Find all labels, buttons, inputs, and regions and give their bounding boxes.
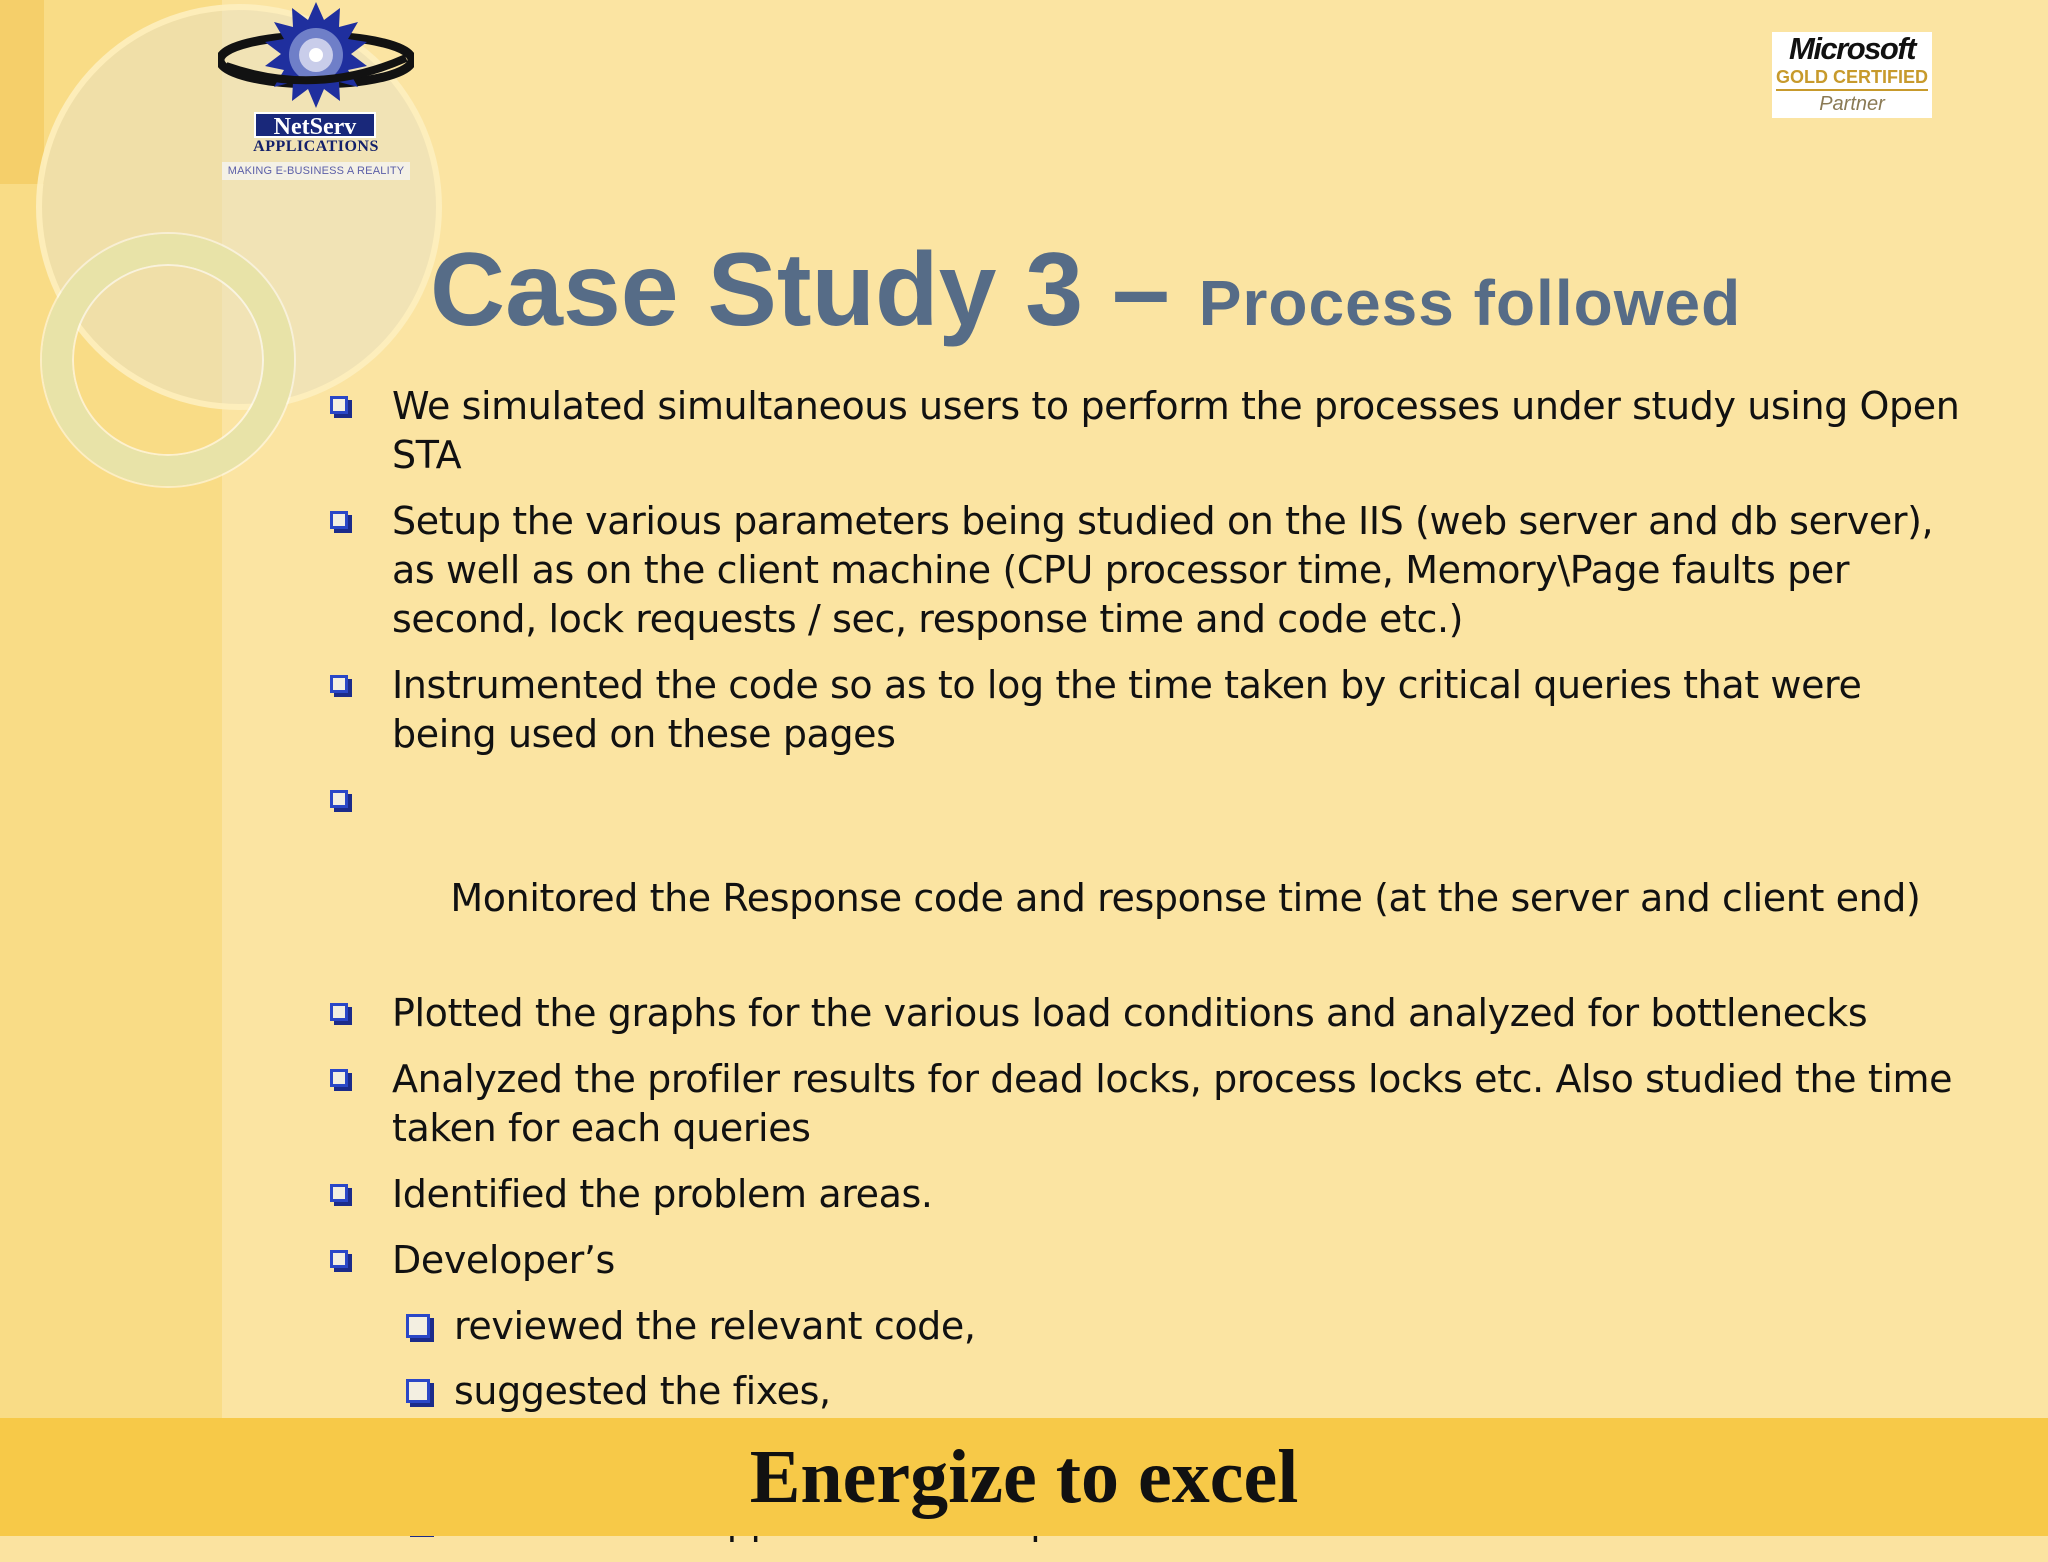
bullet-item	[330, 989, 1970, 1038]
footer-band	[0, 1418, 2048, 1536]
bullet-text: Instrumented the code so as to log the time taken by critical queries that were being used on these pages	[392, 663, 1862, 756]
badge-brand: Microsoft	[1789, 31, 1915, 66]
badge-type: Partner	[1819, 93, 1885, 115]
decorative-ring	[42, 234, 294, 486]
bullet-item	[330, 776, 1970, 972]
bullet-text: Identified the problem areas.	[392, 1172, 933, 1216]
bullet-text: We simulated simultaneous users to perform the processes under study using Open STA	[392, 384, 1960, 477]
checkbox-bullet-icon	[330, 1069, 348, 1087]
checkbox-bullet-icon	[330, 790, 348, 808]
logo-name: NetServ	[254, 112, 376, 138]
logo-tagline: MAKING E-BUSINESS A REALITY	[222, 162, 410, 180]
netserv-logo	[218, 0, 414, 186]
bullet-item	[330, 1236, 1970, 1285]
badge-level: GOLD CERTIFIED	[1776, 67, 1928, 87]
slide-title	[430, 230, 1990, 381]
checkbox-bullet-icon	[330, 1184, 348, 1202]
checkbox-bullet-icon	[406, 1379, 430, 1403]
bullet-item	[330, 1055, 1970, 1153]
bullet-item	[330, 497, 1970, 644]
bullet-item	[330, 661, 1970, 759]
checkbox-bullet-icon	[330, 396, 348, 414]
bullet-text: Developer’s	[392, 1238, 615, 1282]
bullet-list	[330, 382, 1970, 1562]
corner-decoration	[0, 0, 44, 184]
sub-bullet-item	[330, 1367, 1970, 1416]
microsoft-partner-badge	[1772, 32, 1932, 118]
checkbox-bullet-icon	[406, 1314, 430, 1338]
bullet-text: Analyzed the profiler results for dead locks, process locks etc. Also studied the time taken for each queries	[392, 1057, 1953, 1150]
sub-bullet-item	[330, 1302, 1970, 1351]
bullet-text: Plotted the graphs for the various load conditions and analyzed for bottlenecks	[392, 991, 1868, 1035]
checkbox-bullet-icon	[330, 1003, 348, 1021]
checkbox-bullet-icon	[330, 675, 348, 693]
badge-divider	[1776, 89, 1928, 91]
logo-subtitle: APPLICATIONS	[253, 138, 379, 155]
checkbox-bullet-icon	[330, 1250, 348, 1268]
sub-bullet-text: suggested the fixes,	[454, 1369, 831, 1413]
title-subtitle: Process followed	[1198, 267, 1742, 339]
sub-bullet-text: reviewed the relevant code,	[454, 1304, 976, 1348]
bullet-item	[330, 382, 1970, 480]
bullet-text: Monitored the Response code and response time (at the server and client end)	[438, 876, 1921, 920]
netserv-emblem-icon	[218, 0, 414, 120]
bullet-text: Setup the various parameters being studied on the IIS (web server and db server), as well as on the client machine (CPU processor time, Memory\Page faults per second, lock requests / sec, response time and code etc.)	[392, 499, 1934, 641]
footer-slogan: Energize to excel	[749, 1435, 1299, 1519]
bullet-item	[330, 1170, 1970, 1219]
title-main: Case Study 3 –	[430, 232, 1199, 348]
checkbox-bullet-icon	[330, 511, 348, 529]
